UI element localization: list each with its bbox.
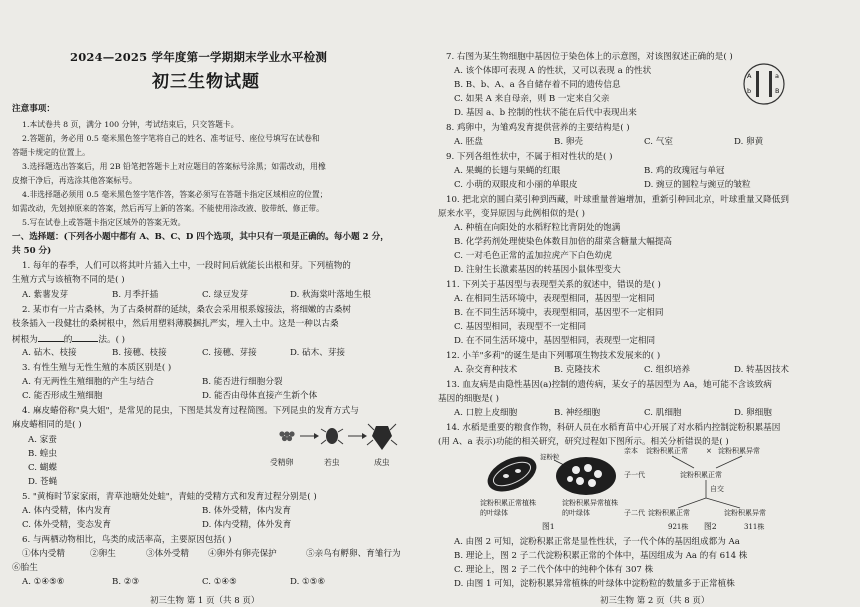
option: B. 克隆技术 <box>554 365 601 375</box>
parent-normal: 淀粉积累正常 <box>646 447 688 455</box>
normal-chloroplast-icon <box>484 450 542 498</box>
f2-label: 子二代 <box>624 509 645 517</box>
option: A. 由图 2 可知，淀粉积累正常是显性性状，子一代个体的基因组成都为 Aa <box>454 537 740 547</box>
question-9: 9. 下列各组性状中，不属于相对性状的是( ) <box>446 152 613 162</box>
option: D. 砧木、芽接 <box>290 348 346 358</box>
option: C. 基因型相同，表现型不一定相同 <box>454 322 587 332</box>
figure-1-left-caption: 淀粉积累正常植株 的叶绿体 <box>480 499 536 517</box>
option: B. 理论上，图 2 子二代淀粉积累正常的个体中，基因组成为 Aa 的有 614 株 <box>454 551 748 561</box>
figure-2-cross-diagram <box>624 446 856 536</box>
question-14-cont: (用 A、a 表示)功能的相关研究，研究过程如下图所示。相关分析错误的是( ) <box>438 437 729 447</box>
item: ②卵生 <box>90 549 116 559</box>
option: B. 卵壳 <box>554 137 583 147</box>
question-1: 1. 每年的春季，人们可以将其叶片插入土中，一段时间后就能长出根和芽。下列植物的 <box>22 261 351 271</box>
question-14: 14. 水稻是重要的粮食作物，科研人员在水稻育苗中心开展了对水稻内控制淀粉积累基因 <box>446 423 781 433</box>
item: ⑤亲鸟有孵卵、育雏行为 <box>306 549 401 559</box>
option: C. 能否形成生殖细胞 <box>22 391 103 401</box>
page-2 <box>430 0 860 607</box>
option: D. 由图 1 可知，淀粉积累异常植株的叶绿体中淀粉粒的数量多于正常植株 <box>454 579 735 589</box>
option: B. 月季扦插 <box>112 290 159 300</box>
option: C. 理论上，图 2 子二代个体中的纯种个体有 307 株 <box>454 565 654 575</box>
item: ①体内受精 <box>22 549 65 559</box>
answer-blank <box>38 333 64 342</box>
notice-title: 注意事项： <box>12 104 55 114</box>
gene-label: A <box>747 72 752 80</box>
question-3: 3. 有性生殖与无性生殖的本质区别是( ) <box>22 363 172 373</box>
item: ③体外受精 <box>146 549 189 559</box>
question-4-cont: 麻皮蝽相同的是( ) <box>12 420 82 430</box>
cross-symbol: × <box>706 447 712 455</box>
option: D. 卵黄 <box>734 137 764 147</box>
insect-development-figure <box>264 420 414 460</box>
option: D. 注射生长激素基因的转基因小鼠体型变大 <box>454 265 621 275</box>
option: C. 蝴蝶 <box>28 463 57 473</box>
option: B. 化学药剂处理使染色体数目加倍的甜菜含糖量大幅提高 <box>454 237 673 247</box>
option: A. 在相同生活环境中，表现型相同，基因型一定相同 <box>454 294 655 304</box>
option: C. 体外受精，变态发育 <box>22 520 112 530</box>
option: C. 接穗、芽接 <box>202 348 257 358</box>
figure-1-right-caption: 淀粉积累异常植株 的叶绿体 <box>562 499 618 517</box>
option: A. 口腔上皮细胞 <box>454 408 518 418</box>
adult-bug-icon <box>367 424 397 450</box>
option: C. 绿豆发芽 <box>202 290 249 300</box>
option: B. 能否进行细胞分裂 <box>202 377 283 387</box>
question-5: 5. "黄梅时节家家雨，青草池塘处处蛙"，青蛙的受精方式和发育过程分别是( ) <box>22 492 317 502</box>
option: D. ①⑤⑥ <box>290 577 326 587</box>
gene-label: b <box>747 87 752 95</box>
page-title: 初三生物试题 <box>152 72 260 92</box>
option: A. ①④⑤⑥ <box>22 577 65 587</box>
figure-label: 若虫 <box>324 458 340 467</box>
starch-granule-label: 淀粉粒 <box>540 453 560 461</box>
nymph-icon <box>321 428 343 444</box>
option: C. 一对毛色正常的孟加拉虎产下白色幼虎 <box>454 251 612 261</box>
item: ④卵外有卵壳保护 <box>208 549 277 559</box>
gene-label: a <box>775 72 779 80</box>
option: B. B、b、A、a 各自储存着不同的遗传信息 <box>454 80 621 90</box>
option: D. 体内受精，体外发育 <box>202 520 292 530</box>
option: C. 肌细胞 <box>644 408 682 418</box>
option: B. 接穗、枝接 <box>112 348 167 358</box>
option: C. ①④⑤ <box>202 577 237 587</box>
option: B. 蝗虫 <box>28 449 57 459</box>
option: A. 有无两性生殖细胞的产生与结合 <box>22 377 154 387</box>
question-8: 8. 鸡卵中，为雏鸡发育提供营养的主要结构是( ) <box>446 123 630 133</box>
option: D. 卵细胞 <box>734 408 772 418</box>
section-heading: 一、选择题：(下列各小题中都有 A、B、C、D 四个选项，其中只有一项是正确的。每小题 2 分， <box>12 232 389 242</box>
option: A. 杂交育种技术 <box>454 365 518 375</box>
option: B. 体外受精，体内发育 <box>202 506 292 516</box>
question-2: 2. 某市有一片古桑林，为了古桑树群的延续，桑农会采用根系嫁接法，将细嫩的古桑树 <box>22 305 351 315</box>
notice-line: 4.非选择题必须用 0.5 毫米黑色签字笔作答，答案必须写在答题卡指定区域相应的位置； <box>22 190 328 199</box>
option: D. 苍蝇 <box>28 477 58 487</box>
option: A. 紫薯发芽 <box>22 290 69 300</box>
option: B. 神经细胞 <box>554 408 601 418</box>
parent-abnormal: 淀粉积累异常 <box>718 447 760 455</box>
figure-label: 成虫 <box>374 458 390 467</box>
question-2-cont: 枝条插入一段健壮的桑树根中，然后用塑料薄膜捆扎严实，埋入土中。这是一种以古桑 <box>12 319 339 329</box>
question-10: 10. 把北京的圆白菜引种到西藏，叶球重量普遍增加，重新引种回北京，叶球重量又降低到 <box>446 195 789 205</box>
question-11: 11. 下列关于基因型与表现型关系的叙述中，错误的是( ) <box>446 280 661 290</box>
item: ⑥胎生 <box>12 563 38 573</box>
option: A. 种植在向阳处的水稻籽粒比背阴处的饱满 <box>454 223 621 233</box>
question-13: 13. 血友病是由隐性基因(a)控制的遗传病，某女子的基因型为 Aa，她可能不含该致病 <box>446 380 772 390</box>
option: A. 该个体即可表现 A 的性状，又可以表现 a 的性状 <box>454 66 652 76</box>
egg-cluster-icon <box>279 431 294 441</box>
abnormal-chloroplast-icon <box>556 457 616 495</box>
page-footer: 初三生物 第 1 页（共 8 页） <box>150 596 260 606</box>
option: D. 基因 a、b 控制的性状不能在后代中表现出来 <box>454 108 637 118</box>
option: A. 家蚕 <box>28 435 57 445</box>
f1-label: 子一代 <box>624 471 645 479</box>
option: D. 能否由母体直接产生新个体 <box>202 391 318 401</box>
option: C. 组织培养 <box>644 365 691 375</box>
question-1-cont: 生殖方式与该植物不同的是( ) <box>12 275 125 285</box>
f2-normal-count: 921株 <box>668 523 689 531</box>
selfing-label: 自交 <box>710 485 724 493</box>
notice-line: 如需改动，先划掉原来的答案，然后再写上新的答案。不能使用涂改液、胶带纸、修正带。 <box>12 204 324 213</box>
option: A. 果蝇的长翅与果蝇的红眼 <box>454 166 561 176</box>
option: A. 砧木、枝接 <box>22 348 77 358</box>
option: D. 豌豆的圆粒与豌豆的皱粒 <box>644 180 751 190</box>
question-12: 12. 小羊"多莉"的诞生是由下列哪项生物技术发展来的( ) <box>446 351 661 361</box>
question-7: 7. 右图为某生物细胞中基因位于染色体上的示意图，对该图叙述正确的是( ) <box>446 52 733 62</box>
page-footer: 初三生物 第 2 页（共 8 页） <box>600 596 710 606</box>
option: A. 胚盘 <box>454 137 483 147</box>
notice-line: 答题卡规定的位置上。 <box>12 148 90 157</box>
option: D. 在不同生活环境中，基因型相同，表现型一定相同 <box>454 336 656 346</box>
question-13-cont: 基因的细胞是( ) <box>438 394 499 404</box>
option: D. 转基因技术 <box>734 365 790 375</box>
section-heading-cont: 共 50 分) <box>12 246 52 256</box>
notice-line: 5.写在试卷上或答题卡指定区域外的答案无效。 <box>22 218 186 227</box>
option: B. 在不同生活环境中，表现型相同，基因型不一定相同 <box>454 308 664 318</box>
option: A. 体内受精，体内发育 <box>22 506 112 516</box>
figure-1-chloroplasts <box>484 450 619 498</box>
parent-label: 亲本 <box>624 447 638 455</box>
option: B. 鸡的玫瑰冠与单冠 <box>644 166 725 176</box>
question-6: 6. 与两栖动物相比，鸟类的成活率高，主要原因包括( ) <box>22 535 232 545</box>
figure-label: 受精卵 <box>270 458 294 467</box>
chromosome-figure <box>742 62 786 106</box>
option: C. 气室 <box>644 137 673 147</box>
question-10-cont: 原来水平，变异原因与此例相似的是( ) <box>438 209 585 219</box>
exam-header: 2024—2025 学年度第一学期期末学业水平检测 <box>70 50 328 64</box>
notice-line: 1.本试卷共 8 页，满分 100 分钟，考试结束后，只交答题卡。 <box>22 120 239 129</box>
notice-line: 3.选择题选出答案后，用 2B 铅笔把答题卡上对应题目的答案标号涂黑；如需改动，用橡 <box>22 162 326 171</box>
option: D. 秋海棠叶落地生根 <box>290 290 371 300</box>
figure-1-label: 图1 <box>542 522 555 531</box>
figure-2-label: 图2 <box>704 522 717 531</box>
answer-blank <box>72 333 98 342</box>
f2-normal: 淀粉积累正常 <box>648 509 690 517</box>
notice-line: 皮擦干净后，再选涂其他答案标号。 <box>12 176 137 185</box>
f1-phenotype: 淀粉积累正常 <box>680 471 722 479</box>
option: C. 如果 A 来自母亲，则 B 一定来自父亲 <box>454 94 610 104</box>
option: B. ②③ <box>112 577 140 587</box>
f2-abnormal-count: 311株 <box>744 523 765 531</box>
gene-label: B <box>775 87 780 95</box>
question-4: 4. 麻皮蝽俗称"臭大姐"，是常见的昆虫，下图是其发育过程简图。下列昆虫的发育方式与 <box>22 406 359 416</box>
notice-line: 2.答题前，务必用 0.5 毫米黑色签字笔将自己的姓名、准考证号、座位号填写在试卷和 <box>22 134 320 143</box>
option: C. 小萌的双眼皮和小丽的单眼皮 <box>454 180 578 190</box>
f2-abnormal: 淀粉积累异常 <box>724 509 766 517</box>
question-2-cont: 树根为 的 法。( ) <box>12 335 126 345</box>
